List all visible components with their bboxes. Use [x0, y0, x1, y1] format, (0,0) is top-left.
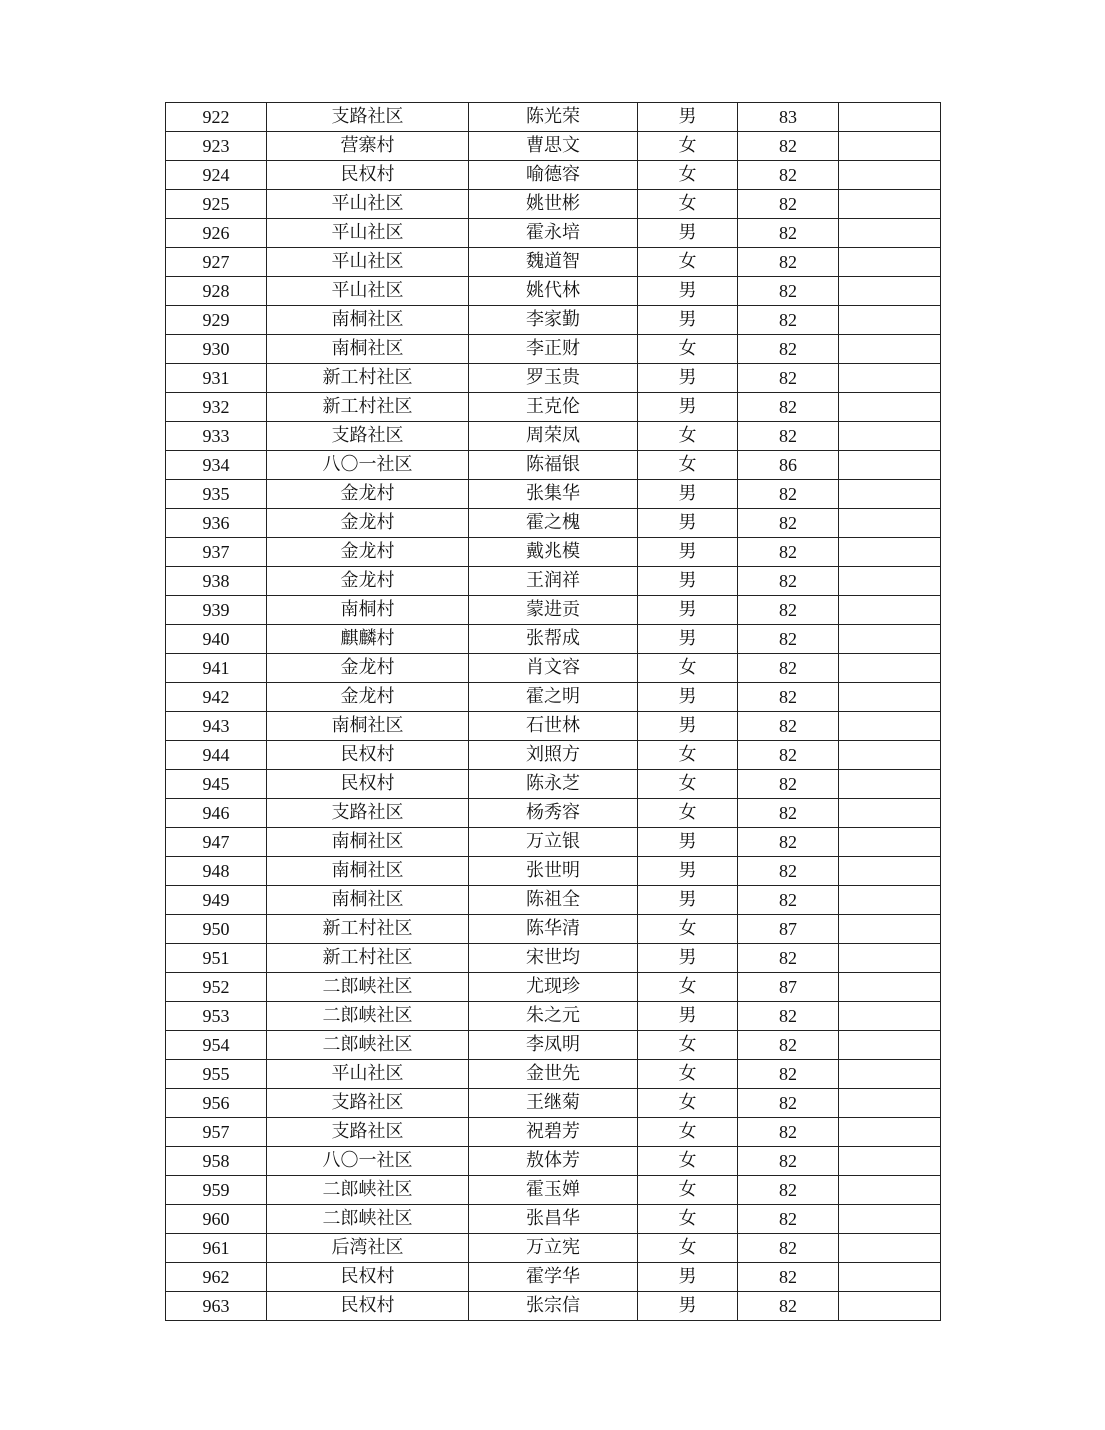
- name-cell: 魏道智: [469, 248, 638, 277]
- note-cell: [839, 306, 941, 335]
- row-number-cell: 944: [166, 741, 267, 770]
- name-cell: 霍之槐: [469, 509, 638, 538]
- table-row: [166, 1263, 941, 1292]
- community-cell: 金龙村: [267, 567, 469, 596]
- age-cell: 82: [738, 161, 839, 190]
- age-cell: 82: [738, 248, 839, 277]
- table-row: [166, 799, 941, 828]
- note-cell: [839, 741, 941, 770]
- community-cell: 民权村: [267, 1292, 469, 1321]
- name-cell: 肖文容: [469, 654, 638, 683]
- row-number-cell: 956: [166, 1089, 267, 1118]
- note-cell: [839, 973, 941, 1002]
- gender-cell: 男: [638, 364, 738, 393]
- community-cell: 民权村: [267, 161, 469, 190]
- community-cell: 二郎峡社区: [267, 1205, 469, 1234]
- community-cell: 新工村社区: [267, 944, 469, 973]
- table-row: [166, 741, 941, 770]
- note-cell: [839, 712, 941, 741]
- community-cell: 新工村社区: [267, 364, 469, 393]
- name-cell: 万立宪: [469, 1234, 638, 1263]
- note-cell: [839, 1031, 941, 1060]
- age-cell: 82: [738, 799, 839, 828]
- table-row: [166, 248, 941, 277]
- community-cell: 南桐社区: [267, 857, 469, 886]
- row-number-cell: 927: [166, 248, 267, 277]
- gender-cell: 男: [638, 712, 738, 741]
- name-cell: 霍学华: [469, 1263, 638, 1292]
- name-cell: 尤现珍: [469, 973, 638, 1002]
- roster-table: [165, 102, 941, 1321]
- gender-cell: 女: [638, 422, 738, 451]
- age-cell: 82: [738, 1089, 839, 1118]
- table-row: [166, 1089, 941, 1118]
- community-cell: 民权村: [267, 741, 469, 770]
- table-row: [166, 1147, 941, 1176]
- name-cell: 李家勤: [469, 306, 638, 335]
- table-row: [166, 335, 941, 364]
- name-cell: 杨秀容: [469, 799, 638, 828]
- row-number-cell: 942: [166, 683, 267, 712]
- note-cell: [839, 422, 941, 451]
- table-row: [166, 625, 941, 654]
- row-number-cell: 941: [166, 654, 267, 683]
- age-cell: 82: [738, 277, 839, 306]
- community-cell: 支路社区: [267, 1089, 469, 1118]
- gender-cell: 男: [638, 625, 738, 654]
- name-cell: 王克伦: [469, 393, 638, 422]
- name-cell: 姚代林: [469, 277, 638, 306]
- gender-cell: 男: [638, 1292, 738, 1321]
- gender-cell: 男: [638, 480, 738, 509]
- row-number-cell: 952: [166, 973, 267, 1002]
- row-number-cell: 958: [166, 1147, 267, 1176]
- note-cell: [839, 683, 941, 712]
- community-cell: 南桐社区: [267, 712, 469, 741]
- name-cell: 张帮成: [469, 625, 638, 654]
- note-cell: [839, 1176, 941, 1205]
- name-cell: 祝碧芳: [469, 1118, 638, 1147]
- gender-cell: 男: [638, 857, 738, 886]
- name-cell: 陈华清: [469, 915, 638, 944]
- note-cell: [839, 944, 941, 973]
- note-cell: [839, 1205, 941, 1234]
- row-number-cell: 932: [166, 393, 267, 422]
- age-cell: 82: [738, 1263, 839, 1292]
- note-cell: [839, 1118, 941, 1147]
- gender-cell: 男: [638, 886, 738, 915]
- table-row: [166, 712, 941, 741]
- name-cell: 万立银: [469, 828, 638, 857]
- note-cell: [839, 132, 941, 161]
- name-cell: 王润祥: [469, 567, 638, 596]
- table-row: [166, 190, 941, 219]
- table-row: [166, 1031, 941, 1060]
- community-cell: 南桐社区: [267, 335, 469, 364]
- age-cell: 82: [738, 567, 839, 596]
- community-cell: 民权村: [267, 770, 469, 799]
- note-cell: [839, 799, 941, 828]
- age-cell: 82: [738, 741, 839, 770]
- table-row: [166, 219, 941, 248]
- note-cell: [839, 828, 941, 857]
- age-cell: 82: [738, 306, 839, 335]
- gender-cell: 男: [638, 277, 738, 306]
- row-number-cell: 962: [166, 1263, 267, 1292]
- gender-cell: 女: [638, 741, 738, 770]
- age-cell: 82: [738, 596, 839, 625]
- row-number-cell: 940: [166, 625, 267, 654]
- note-cell: [839, 1002, 941, 1031]
- community-cell: 支路社区: [267, 799, 469, 828]
- note-cell: [839, 393, 941, 422]
- age-cell: 82: [738, 886, 839, 915]
- table-row: [166, 1234, 941, 1263]
- table-row: [166, 161, 941, 190]
- community-cell: 二郎峡社区: [267, 973, 469, 1002]
- note-cell: [839, 1089, 941, 1118]
- community-cell: 平山社区: [267, 248, 469, 277]
- community-cell: 平山社区: [267, 190, 469, 219]
- row-number-cell: 947: [166, 828, 267, 857]
- row-number-cell: 950: [166, 915, 267, 944]
- age-cell: 82: [738, 1292, 839, 1321]
- community-cell: 南桐社区: [267, 886, 469, 915]
- gender-cell: 女: [638, 799, 738, 828]
- table-row: [166, 1292, 941, 1321]
- age-cell: 82: [738, 335, 839, 364]
- note-cell: [839, 625, 941, 654]
- note-cell: [839, 538, 941, 567]
- gender-cell: 男: [638, 509, 738, 538]
- community-cell: 营寨村: [267, 132, 469, 161]
- gender-cell: 男: [638, 683, 738, 712]
- community-cell: 金龙村: [267, 538, 469, 567]
- age-cell: 82: [738, 625, 839, 654]
- age-cell: 82: [738, 1234, 839, 1263]
- row-number-cell: 931: [166, 364, 267, 393]
- table-row: [166, 364, 941, 393]
- gender-cell: 女: [638, 1060, 738, 1089]
- gender-cell: 男: [638, 538, 738, 567]
- name-cell: 罗玉贵: [469, 364, 638, 393]
- table-row: [166, 1002, 941, 1031]
- row-number-cell: 939: [166, 596, 267, 625]
- table-row: [166, 306, 941, 335]
- age-cell: 86: [738, 451, 839, 480]
- row-number-cell: 949: [166, 886, 267, 915]
- note-cell: [839, 161, 941, 190]
- community-cell: 支路社区: [267, 422, 469, 451]
- note-cell: [839, 1060, 941, 1089]
- row-number-cell: 922: [166, 103, 267, 132]
- name-cell: 宋世均: [469, 944, 638, 973]
- age-cell: 82: [738, 480, 839, 509]
- name-cell: 金世先: [469, 1060, 638, 1089]
- row-number-cell: 930: [166, 335, 267, 364]
- note-cell: [839, 248, 941, 277]
- community-cell: 支路社区: [267, 103, 469, 132]
- gender-cell: 男: [638, 306, 738, 335]
- age-cell: 82: [738, 654, 839, 683]
- age-cell: 83: [738, 103, 839, 132]
- gender-cell: 男: [638, 1263, 738, 1292]
- community-cell: 八〇一社区: [267, 451, 469, 480]
- row-number-cell: 959: [166, 1176, 267, 1205]
- note-cell: [839, 364, 941, 393]
- table-row: [166, 1176, 941, 1205]
- community-cell: 南桐社区: [267, 828, 469, 857]
- gender-cell: 女: [638, 248, 738, 277]
- note-cell: [839, 596, 941, 625]
- name-cell: 蒙进贡: [469, 596, 638, 625]
- row-number-cell: 929: [166, 306, 267, 335]
- community-cell: 南桐社区: [267, 306, 469, 335]
- age-cell: 82: [738, 1147, 839, 1176]
- name-cell: 霍永培: [469, 219, 638, 248]
- row-number-cell: 933: [166, 422, 267, 451]
- row-number-cell: 957: [166, 1118, 267, 1147]
- name-cell: 李凤明: [469, 1031, 638, 1060]
- gender-cell: 男: [638, 1002, 738, 1031]
- gender-cell: 女: [638, 335, 738, 364]
- table-row: [166, 857, 941, 886]
- row-number-cell: 945: [166, 770, 267, 799]
- gender-cell: 女: [638, 451, 738, 480]
- gender-cell: 男: [638, 944, 738, 973]
- table-row: [166, 944, 941, 973]
- note-cell: [839, 770, 941, 799]
- name-cell: 陈祖全: [469, 886, 638, 915]
- row-number-cell: 954: [166, 1031, 267, 1060]
- name-cell: 周荣凤: [469, 422, 638, 451]
- age-cell: 82: [738, 1176, 839, 1205]
- table-row: [166, 103, 941, 132]
- table-row: [166, 915, 941, 944]
- gender-cell: 女: [638, 915, 738, 944]
- name-cell: 陈永芝: [469, 770, 638, 799]
- name-cell: 敖体芳: [469, 1147, 638, 1176]
- community-cell: 平山社区: [267, 277, 469, 306]
- name-cell: 石世林: [469, 712, 638, 741]
- age-cell: 82: [738, 1031, 839, 1060]
- age-cell: 82: [738, 393, 839, 422]
- table-row: [166, 1060, 941, 1089]
- age-cell: 82: [738, 1002, 839, 1031]
- note-cell: [839, 1147, 941, 1176]
- gender-cell: 男: [638, 596, 738, 625]
- age-cell: 82: [738, 712, 839, 741]
- community-cell: 新工村社区: [267, 915, 469, 944]
- age-cell: 82: [738, 770, 839, 799]
- note-cell: [839, 857, 941, 886]
- table-row: [166, 538, 941, 567]
- gender-cell: 男: [638, 393, 738, 422]
- gender-cell: 男: [638, 828, 738, 857]
- note-cell: [839, 1292, 941, 1321]
- table-row: [166, 422, 941, 451]
- community-cell: 金龙村: [267, 509, 469, 538]
- row-number-cell: 951: [166, 944, 267, 973]
- community-cell: 二郎峡社区: [267, 1031, 469, 1060]
- community-cell: 八〇一社区: [267, 1147, 469, 1176]
- note-cell: [839, 567, 941, 596]
- community-cell: 金龙村: [267, 683, 469, 712]
- name-cell: 张集华: [469, 480, 638, 509]
- table-row: [166, 1118, 941, 1147]
- table-row: [166, 451, 941, 480]
- community-cell: 民权村: [267, 1263, 469, 1292]
- note-cell: [839, 335, 941, 364]
- name-cell: 陈福银: [469, 451, 638, 480]
- row-number-cell: 961: [166, 1234, 267, 1263]
- gender-cell: 女: [638, 1176, 738, 1205]
- table-row: [166, 886, 941, 915]
- age-cell: 82: [738, 422, 839, 451]
- row-number-cell: 960: [166, 1205, 267, 1234]
- roster-body: [166, 103, 941, 1321]
- row-number-cell: 925: [166, 190, 267, 219]
- age-cell: 82: [738, 1205, 839, 1234]
- name-cell: 霍之明: [469, 683, 638, 712]
- gender-cell: 女: [638, 654, 738, 683]
- name-cell: 王继菊: [469, 1089, 638, 1118]
- row-number-cell: 963: [166, 1292, 267, 1321]
- community-cell: 南桐村: [267, 596, 469, 625]
- note-cell: [839, 1234, 941, 1263]
- table-row: [166, 132, 941, 161]
- community-cell: 平山社区: [267, 219, 469, 248]
- gender-cell: 女: [638, 1234, 738, 1263]
- note-cell: [839, 480, 941, 509]
- table-row: [166, 770, 941, 799]
- table-row: [166, 277, 941, 306]
- name-cell: 刘照方: [469, 741, 638, 770]
- age-cell: 82: [738, 683, 839, 712]
- note-cell: [839, 219, 941, 248]
- row-number-cell: 953: [166, 1002, 267, 1031]
- gender-cell: 女: [638, 770, 738, 799]
- row-number-cell: 948: [166, 857, 267, 886]
- table-row: [166, 1205, 941, 1234]
- age-cell: 82: [738, 364, 839, 393]
- table-row: [166, 654, 941, 683]
- age-cell: 82: [738, 509, 839, 538]
- gender-cell: 女: [638, 973, 738, 1002]
- community-cell: 二郎峡社区: [267, 1002, 469, 1031]
- table-row: [166, 596, 941, 625]
- note-cell: [839, 451, 941, 480]
- community-cell: 后湾社区: [267, 1234, 469, 1263]
- community-cell: 二郎峡社区: [267, 1176, 469, 1205]
- row-number-cell: 946: [166, 799, 267, 828]
- table-row: [166, 480, 941, 509]
- row-number-cell: 955: [166, 1060, 267, 1089]
- name-cell: 戴兆模: [469, 538, 638, 567]
- gender-cell: 女: [638, 1147, 738, 1176]
- table-row: [166, 567, 941, 596]
- age-cell: 87: [738, 915, 839, 944]
- gender-cell: 男: [638, 219, 738, 248]
- table-row: [166, 973, 941, 1002]
- age-cell: 82: [738, 219, 839, 248]
- community-cell: 金龙村: [267, 654, 469, 683]
- name-cell: 朱之元: [469, 1002, 638, 1031]
- gender-cell: 女: [638, 1118, 738, 1147]
- gender-cell: 男: [638, 567, 738, 596]
- row-number-cell: 924: [166, 161, 267, 190]
- age-cell: 82: [738, 132, 839, 161]
- row-number-cell: 938: [166, 567, 267, 596]
- age-cell: 82: [738, 857, 839, 886]
- gender-cell: 女: [638, 1205, 738, 1234]
- gender-cell: 女: [638, 161, 738, 190]
- age-cell: 82: [738, 1118, 839, 1147]
- name-cell: 张世明: [469, 857, 638, 886]
- gender-cell: 男: [638, 103, 738, 132]
- community-cell: 麒麟村: [267, 625, 469, 654]
- row-number-cell: 928: [166, 277, 267, 306]
- table-row: [166, 828, 941, 857]
- note-cell: [839, 886, 941, 915]
- gender-cell: 女: [638, 1031, 738, 1060]
- name-cell: 姚世彬: [469, 190, 638, 219]
- row-number-cell: 937: [166, 538, 267, 567]
- gender-cell: 女: [638, 1089, 738, 1118]
- age-cell: 82: [738, 1060, 839, 1089]
- gender-cell: 女: [638, 190, 738, 219]
- name-cell: 张宗信: [469, 1292, 638, 1321]
- name-cell: 陈光荣: [469, 103, 638, 132]
- name-cell: 张昌华: [469, 1205, 638, 1234]
- table-row: [166, 683, 941, 712]
- age-cell: 82: [738, 190, 839, 219]
- note-cell: [839, 509, 941, 538]
- row-number-cell: 936: [166, 509, 267, 538]
- community-cell: 新工村社区: [267, 393, 469, 422]
- note-cell: [839, 277, 941, 306]
- age-cell: 82: [738, 944, 839, 973]
- table-row: [166, 509, 941, 538]
- row-number-cell: 923: [166, 132, 267, 161]
- note-cell: [839, 915, 941, 944]
- row-number-cell: 943: [166, 712, 267, 741]
- row-number-cell: 926: [166, 219, 267, 248]
- gender-cell: 女: [638, 132, 738, 161]
- age-cell: 87: [738, 973, 839, 1002]
- note-cell: [839, 1263, 941, 1292]
- name-cell: 曹思文: [469, 132, 638, 161]
- note-cell: [839, 654, 941, 683]
- age-cell: 82: [738, 538, 839, 567]
- community-cell: 平山社区: [267, 1060, 469, 1089]
- note-cell: [839, 190, 941, 219]
- table-row: [166, 393, 941, 422]
- community-cell: 支路社区: [267, 1118, 469, 1147]
- age-cell: 82: [738, 828, 839, 857]
- note-cell: [839, 103, 941, 132]
- row-number-cell: 934: [166, 451, 267, 480]
- name-cell: 喻德容: [469, 161, 638, 190]
- name-cell: 李正财: [469, 335, 638, 364]
- community-cell: 金龙村: [267, 480, 469, 509]
- name-cell: 霍玉婵: [469, 1176, 638, 1205]
- row-number-cell: 935: [166, 480, 267, 509]
